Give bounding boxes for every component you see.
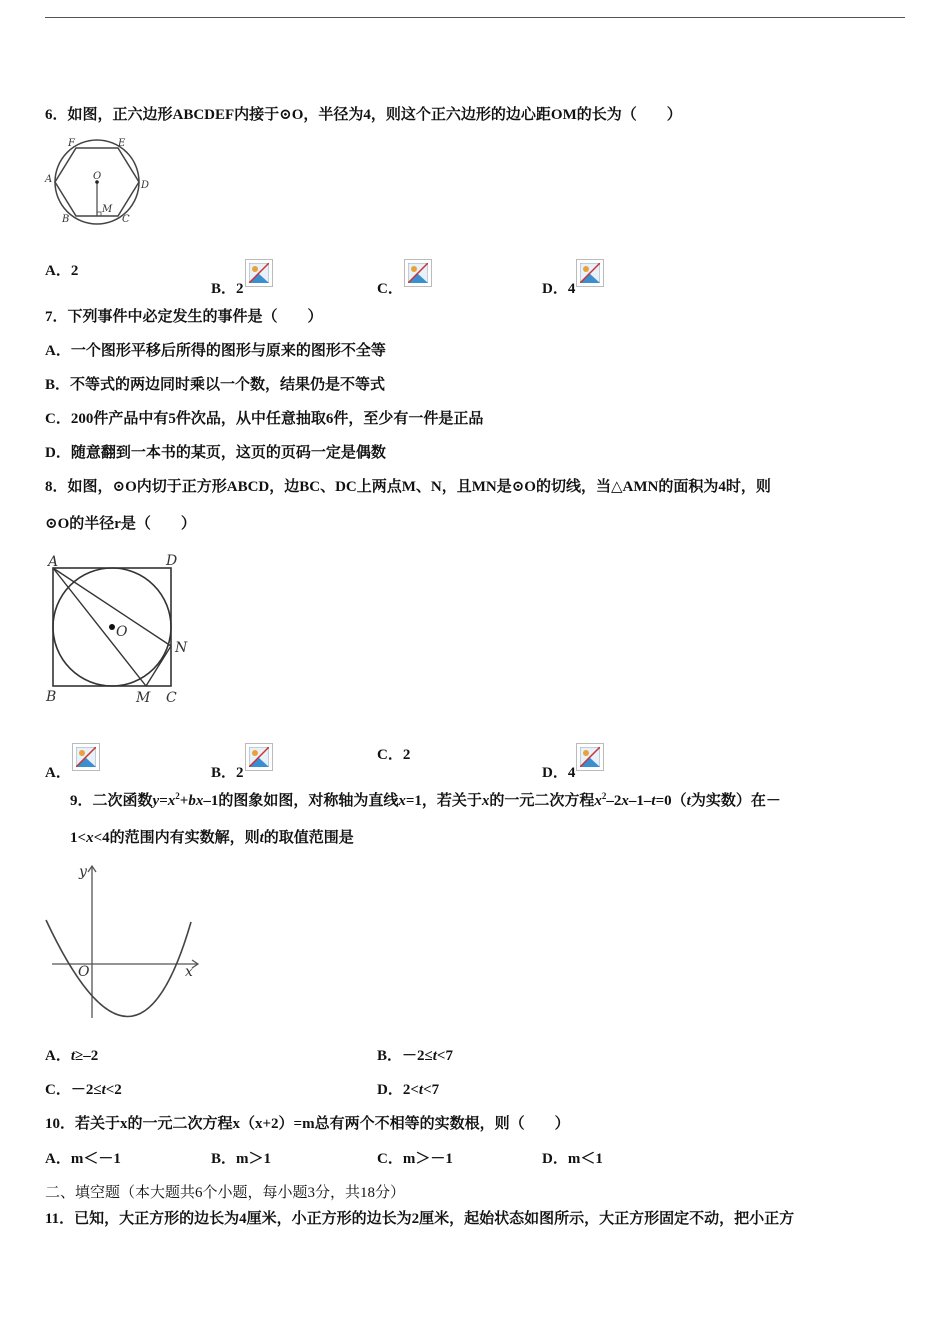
option-text: 2 [70, 263, 79, 279]
fig-label-O: O [78, 964, 90, 980]
q9-var: t [651, 793, 656, 809]
q6-stem: 6．如图，正六边形ABCDEF内接于⊙O，半径为4，则这个正六边形的边心距OM的长为（ ） [45, 107, 682, 123]
fig-label-O: O [116, 624, 128, 640]
q9-var: t [259, 830, 264, 846]
option-label: D． [542, 765, 568, 781]
q9-text: =1，若关于 [405, 793, 482, 809]
q6-option-a [45, 259, 78, 280]
q8-stem-line1: 8．如图，⊙O内切于正方形ABCD，边BC、DC上两点M、N，且MN是⊙O的切线，当△AMN的面积为4时，则 [45, 479, 771, 495]
q9-var: x [86, 830, 94, 846]
q11-stem: 11．已知，大正方形的边长为4厘米，小正方形的边长为2厘米，起始状态如图所示，大正方形固定不动，把小正方 [45, 1211, 795, 1227]
section-heading: 二、填空题（本大题共6个小题，每小题3分，共18分） [45, 1185, 406, 1201]
option-label: B． [377, 1048, 403, 1064]
broken-image-icon [72, 743, 100, 771]
q9-var: x [398, 793, 406, 809]
q9-text: –2 [606, 793, 622, 809]
q9-option-d [377, 1078, 439, 1099]
q7-option-b: B．不等式的两边同时乘以一个数，结果仍是不等式 [45, 377, 386, 393]
q10-stem: 10．若关于x的一元二次方程x（x+2）=m总有两个不相等的实数根，则（ ） [45, 1116, 570, 1132]
option-label: D． [542, 281, 568, 297]
broken-image-icon [576, 259, 604, 287]
q9-exponent: 2 [175, 791, 180, 801]
fig-label-E: E [118, 138, 126, 149]
fig-label-y: y [79, 864, 87, 880]
q9-var: x [167, 793, 176, 809]
q9-exponent: 2 [601, 791, 607, 801]
option-label: C． [377, 747, 403, 763]
q9-text: <4的范围内有实数解，则 [93, 830, 260, 846]
option-text: －2≤ [70, 1082, 102, 1098]
q9-stem-line1 [70, 789, 781, 810]
q9-option-b [377, 1044, 453, 1065]
q9-text: 的取值范围是 [263, 830, 354, 846]
fig-label-M: M [136, 690, 151, 706]
q9-var: x [621, 793, 629, 809]
header-rule [45, 17, 905, 18]
fig-label-D: D [166, 553, 178, 569]
option-text: 2 [236, 765, 244, 781]
q9-var: x [481, 793, 490, 809]
q8-stem-line2: ⊙O的半径r是（ ） [45, 516, 196, 532]
fig-label-C: C [166, 690, 177, 706]
option-var: t [432, 1048, 437, 1064]
fig-label-M: M [102, 204, 113, 215]
q10-option-d: D．m＜1 [542, 1151, 603, 1167]
fig-label-B: B [46, 689, 57, 705]
q8-option-c [377, 743, 410, 764]
option-text: 2 [236, 281, 244, 297]
hexagon-figure [42, 136, 154, 228]
q9-option-c [45, 1078, 122, 1099]
option-text: 2< [402, 1082, 419, 1098]
fig-label-F: F [68, 138, 75, 149]
option-label: B． [211, 281, 237, 297]
q9-var: y [152, 793, 160, 809]
q9-var: t [686, 793, 691, 809]
option-text: 2 [402, 747, 411, 763]
q7-option-a: A．一个图形平移后所得的图形与原来的图形不全等 [45, 343, 386, 359]
fig-label-N: N [175, 640, 188, 656]
q9-option-a [45, 1044, 98, 1065]
q9-text: 为实数）在－ [690, 793, 781, 809]
fig-label-B: B [62, 214, 70, 225]
option-var: t [418, 1082, 424, 1098]
option-label: A． [45, 263, 71, 279]
q10-option-c: C．m＞－1 [377, 1151, 453, 1167]
q8-option-d [542, 743, 604, 782]
option-text: －2≤ [402, 1048, 433, 1064]
fig-label-A: A [45, 174, 53, 185]
q9-text: –1– [628, 793, 652, 809]
q7-stem: 7．下列事件中必定发生的事件是（ ） [45, 309, 323, 325]
q9-text: 的一元二次方程 [489, 793, 595, 809]
q8-option-b [211, 743, 273, 782]
fig-label-x: x [185, 964, 193, 980]
broken-image-icon [245, 259, 273, 287]
q6-option-d [542, 259, 604, 298]
option-text: <2 [105, 1082, 122, 1098]
q9-text: = [159, 793, 168, 809]
fig-label-C: C [122, 214, 130, 225]
option-text: ≥–2 [75, 1048, 99, 1064]
option-var: t [101, 1082, 106, 1098]
q6-option-c [377, 259, 432, 298]
fig-label-O: O [93, 171, 102, 182]
q9-text: + [179, 793, 189, 809]
q9-text: =0（ [655, 793, 687, 809]
q9-var: b [188, 793, 196, 809]
q10-option-a: A．m＜－1 [45, 1151, 121, 1167]
q7-option-d: D．随意翻到一本书的某页，这页的页码一定是偶数 [45, 445, 386, 461]
q9-var: x [594, 793, 602, 809]
q6-option-b [211, 259, 273, 298]
q10-option-b: B．m＞1 [211, 1151, 272, 1167]
broken-image-icon [576, 743, 604, 771]
q9-text: 1< [70, 830, 87, 846]
q9-stem-line2 [70, 826, 354, 847]
option-label: A． [45, 765, 71, 781]
broken-image-icon [245, 743, 273, 771]
option-label: A． [45, 1048, 71, 1064]
fig-label-A: A [48, 554, 59, 570]
option-label: D． [377, 1082, 403, 1098]
option-var: t [70, 1048, 76, 1064]
option-text: 4 [567, 281, 576, 297]
option-text: <7 [423, 1082, 440, 1098]
fig-label-D: D [141, 180, 150, 191]
parabola-figure [42, 858, 202, 1022]
option-label: C． [45, 1082, 71, 1098]
q9-text: 9．二次函数 [70, 793, 153, 809]
square-circle-figure [42, 550, 194, 706]
option-text: <7 [436, 1048, 453, 1064]
option-label: C． [377, 281, 403, 297]
q9-text: –1的图象如图，对称轴为直线 [203, 793, 399, 809]
option-label: B． [211, 765, 237, 781]
broken-image-icon [404, 259, 432, 287]
q7-option-c: C．200件产品中有5件次品，从中任意抽取6件，至少有一件是正品 [45, 411, 484, 427]
q8-option-a [45, 743, 100, 782]
option-text: 4 [567, 765, 576, 781]
q9-var: x [195, 793, 204, 809]
